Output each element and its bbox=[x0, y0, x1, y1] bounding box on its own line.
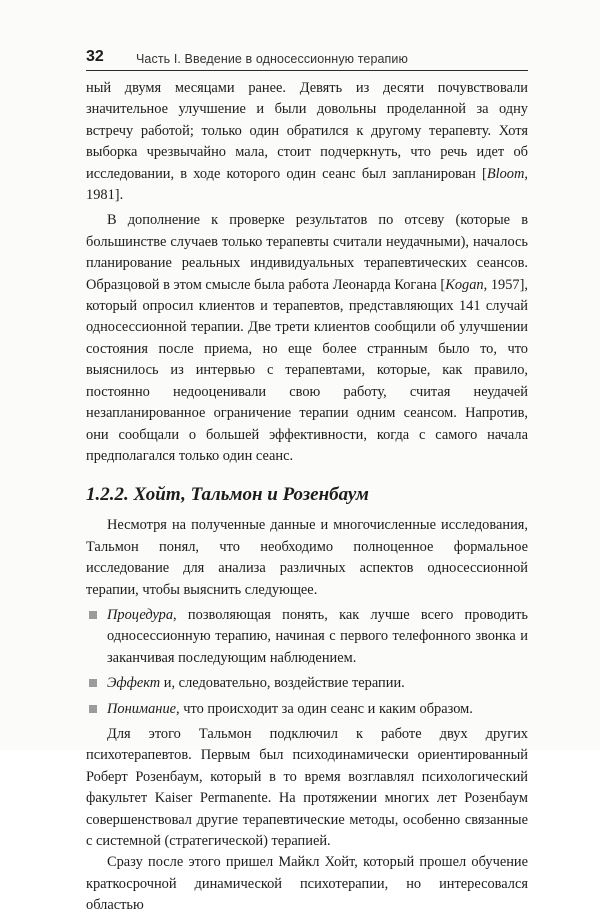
citation-author: Kogan bbox=[445, 276, 484, 293]
page-header bbox=[86, 42, 528, 71]
square-bullet-icon bbox=[89, 611, 97, 619]
list-item-term: Эффект bbox=[107, 675, 161, 692]
page-number: 32 bbox=[86, 48, 104, 65]
list-item bbox=[86, 673, 528, 694]
paragraph-text: , 1957], который опросил клиентов и терапевтов, представляющих 141 случай односессионной терапии. Две трети клиентов сообщили об улучшении состояния после приема, но еще более странным было то, что выяснилось из интервью с терапевтами, которые, как правило, постоянно недооценивали свою работу, считая неудачей незапланированное ограничение терапии одним сеансом. Напротив, они сообщали о большей эффективности, когда с самого начала предполагался только один сеанс. bbox=[86, 276, 528, 464]
paragraph-text: В дополнение к проверке результатов по отсеву (которые в большинстве случаев только терапевты считали неудачными), началось планирование реальных индивидуальных терапевтических сеансов. Образцовой в этом смысле была работа Леонарда Когана [ bbox=[86, 212, 528, 293]
list-item-term: Понимание bbox=[107, 700, 177, 717]
running-title: Часть I. Введение в односессионную терапию bbox=[136, 52, 408, 66]
square-bullet-icon bbox=[89, 705, 97, 713]
paragraph-text: ный двумя месяцами ранее. Девять из десяти почувствовали значительное улучшение и были довольны проделанной за одну встречу работой; только один обратился к другому терапевту. Хотя выборка чрезвычайно мала, стоит подчеркнуть, что речь идет об исследовании, в ходе которого один сеанс был запланирован [ bbox=[86, 80, 528, 182]
list-item bbox=[86, 605, 528, 669]
citation-author: Bloom bbox=[486, 165, 525, 182]
paragraph: Для этого Тальмон подключил к работе двух других психотерапевтов. Первым был психодинамически ориентированный Роберт Розенбаум, который в то время возглавлял психологический факультет Kaiser Permanente. На протяжении многих лет Розенбаум совершенствовал другие терапевтические методы, особенно связанные с системной (стратегической) терапией. bbox=[86, 725, 528, 849]
paragraph bbox=[86, 210, 528, 467]
paragraph: Сразу после этого пришел Майкл Хойт, который прошел обучение краткосрочной динамической психотерапии, но интересовался областью bbox=[86, 854, 528, 914]
citation-year: , 1981]. bbox=[86, 165, 528, 204]
square-bullet-icon bbox=[89, 679, 97, 687]
list-item-text: , что происходит за один сеанс и каким образом. bbox=[176, 700, 473, 717]
list-item-term: Процедура bbox=[107, 606, 174, 623]
list-item-text: , позволяющая понять, как лучше всего проводить односессионную терапию, начиная с первого телефонного звонка и заканчивая последующим наблюдением. bbox=[107, 606, 528, 666]
bullet-list bbox=[86, 605, 528, 720]
section-heading: 1.2.2. Хойт, Тальмон и Розенбаум bbox=[86, 484, 369, 506]
list-item bbox=[86, 699, 528, 720]
page-body bbox=[86, 78, 528, 917]
paragraph bbox=[86, 78, 528, 206]
list-item-text: и, следовательно, воздействие терапии. bbox=[160, 675, 405, 692]
paragraph: Несмотря на полученные данные и многочисленные исследования, Тальмон понял, что необходимо полноценное формальное исследование для анализа различных аспектов односессионной терапии, чтобы выяснить следующее. bbox=[86, 517, 528, 598]
